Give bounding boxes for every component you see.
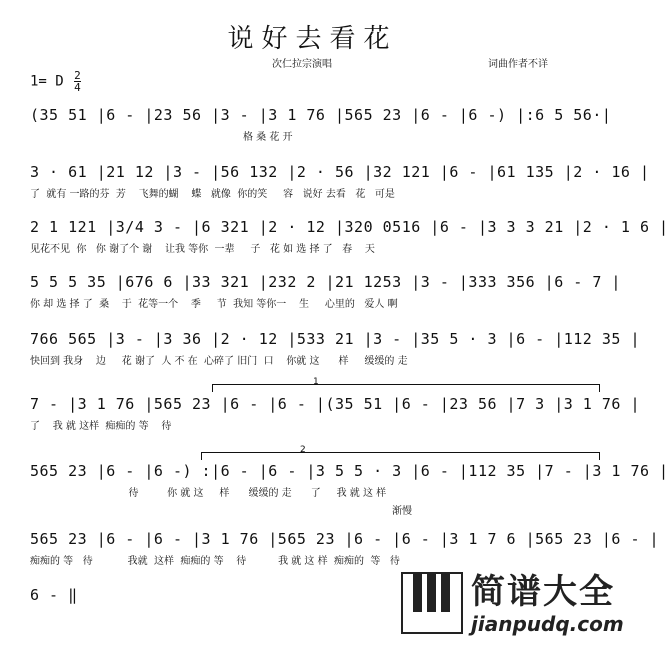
staff-line-3 xyxy=(30,218,669,255)
notes: 766 565 |3 - |3 36 |2 · 12 |533 21 |3 - |35 5 · 3 |6 - |112 35 | xyxy=(30,330,640,348)
notes: (35 51 |6 - |23 56 |3 - |3 1 76 |565 23 |6 - |6 -) |:6 5 56·| xyxy=(30,106,612,124)
site-logo xyxy=(401,572,624,642)
lyrics: 痴痴的 等 待 我就 这样 痴痴的 等 待 我 就 这 样 痴痴的 等 待 xyxy=(30,556,400,567)
notes: 6 - ‖ xyxy=(30,586,78,604)
time-denominator: 4 xyxy=(74,81,81,94)
staff-line-8 xyxy=(30,530,660,567)
notes: 3 · 61 |21 12 |3 - |56 132 |2 · 56 |32 121 |6 - |61 135 |2 · 16 | xyxy=(30,163,650,181)
volta-first-bracket xyxy=(212,384,600,385)
staff-line-5 xyxy=(30,330,640,367)
staff-line-6 xyxy=(30,395,640,432)
time-signature xyxy=(74,70,81,93)
lyrics: 了 我 就 这样 痴痴的 等 待 xyxy=(30,421,172,432)
key-label: 1= D xyxy=(30,73,64,90)
key-signature xyxy=(30,70,81,93)
lyrics: 见花不见 你 你 谢了个 谢 让我 等你 一辈 子 花 如 选 择 了 春 天 xyxy=(30,244,375,255)
time-numerator: 2 xyxy=(74,69,81,82)
score-title: 说好去看花 xyxy=(227,24,398,54)
logo-url: jianpudq.com xyxy=(471,612,624,636)
staff-line-4 xyxy=(30,273,621,310)
notes: 565 23 |6 - |6 -) :|6 - |6 - |3 5 5 · 3 |6 - |112 35 |7 - |3 1 76 | xyxy=(30,462,669,480)
lyrics: 你 却 选 择 了 桑 于 花等一个 季 节 我知 等你一 生 心里的 爱人 啊 xyxy=(30,299,398,310)
piano-keys-icon xyxy=(401,572,463,634)
notes: 5 5 5 35 |676 6 |33 321 |232 2 |21 1253 |3 - |333 356 |6 - 7 | xyxy=(30,273,621,291)
volta-second-bracket xyxy=(201,452,600,453)
composer-credit: 词曲作者不详 xyxy=(488,59,548,70)
singer-credit: 次仁拉宗演唱 xyxy=(272,59,332,70)
volta-first-number: 1 xyxy=(313,377,319,387)
lyrics: 了 就有 一路的芬 芳 飞舞的蝴 蝶 就像 你的笑 容 说好 去看 花 可是 xyxy=(30,189,395,200)
staff-line-7 xyxy=(30,462,669,499)
volta-second-number: 2 xyxy=(300,445,306,455)
notes: 2 1 121 |3/4 3 - |6 321 |2 · 12 |320 0516 |6 - |3 3 3 21 |2 · 1 6 | xyxy=(30,218,669,236)
notes: 565 23 |6 - |6 - |3 1 76 |565 23 |6 - |6 - |3 1 7 6 |565 23 |6 - | xyxy=(30,530,660,548)
slow-marking: 渐慢 xyxy=(392,506,412,517)
notes: 7 - |3 1 76 |565 23 |6 - |6 - |(35 51 |6 - |23 56 |7 3 |3 1 76 | xyxy=(30,395,640,413)
lyrics: 格 桑 花 开 xyxy=(30,132,293,143)
staff-line-2 xyxy=(30,163,650,200)
staff-line-1 xyxy=(30,106,612,143)
logo-name: 简谱大全 xyxy=(471,572,615,612)
lyrics: 快回到 我身 边 花 谢了 人 不 在 心碎了 旧门 口 你就 这 样 缓缓的 走 xyxy=(30,356,408,367)
staff-line-9 xyxy=(30,586,150,608)
lyrics: 待 你 就 这 样 缓缓的 走 了 我 就 这 样 xyxy=(30,488,387,499)
